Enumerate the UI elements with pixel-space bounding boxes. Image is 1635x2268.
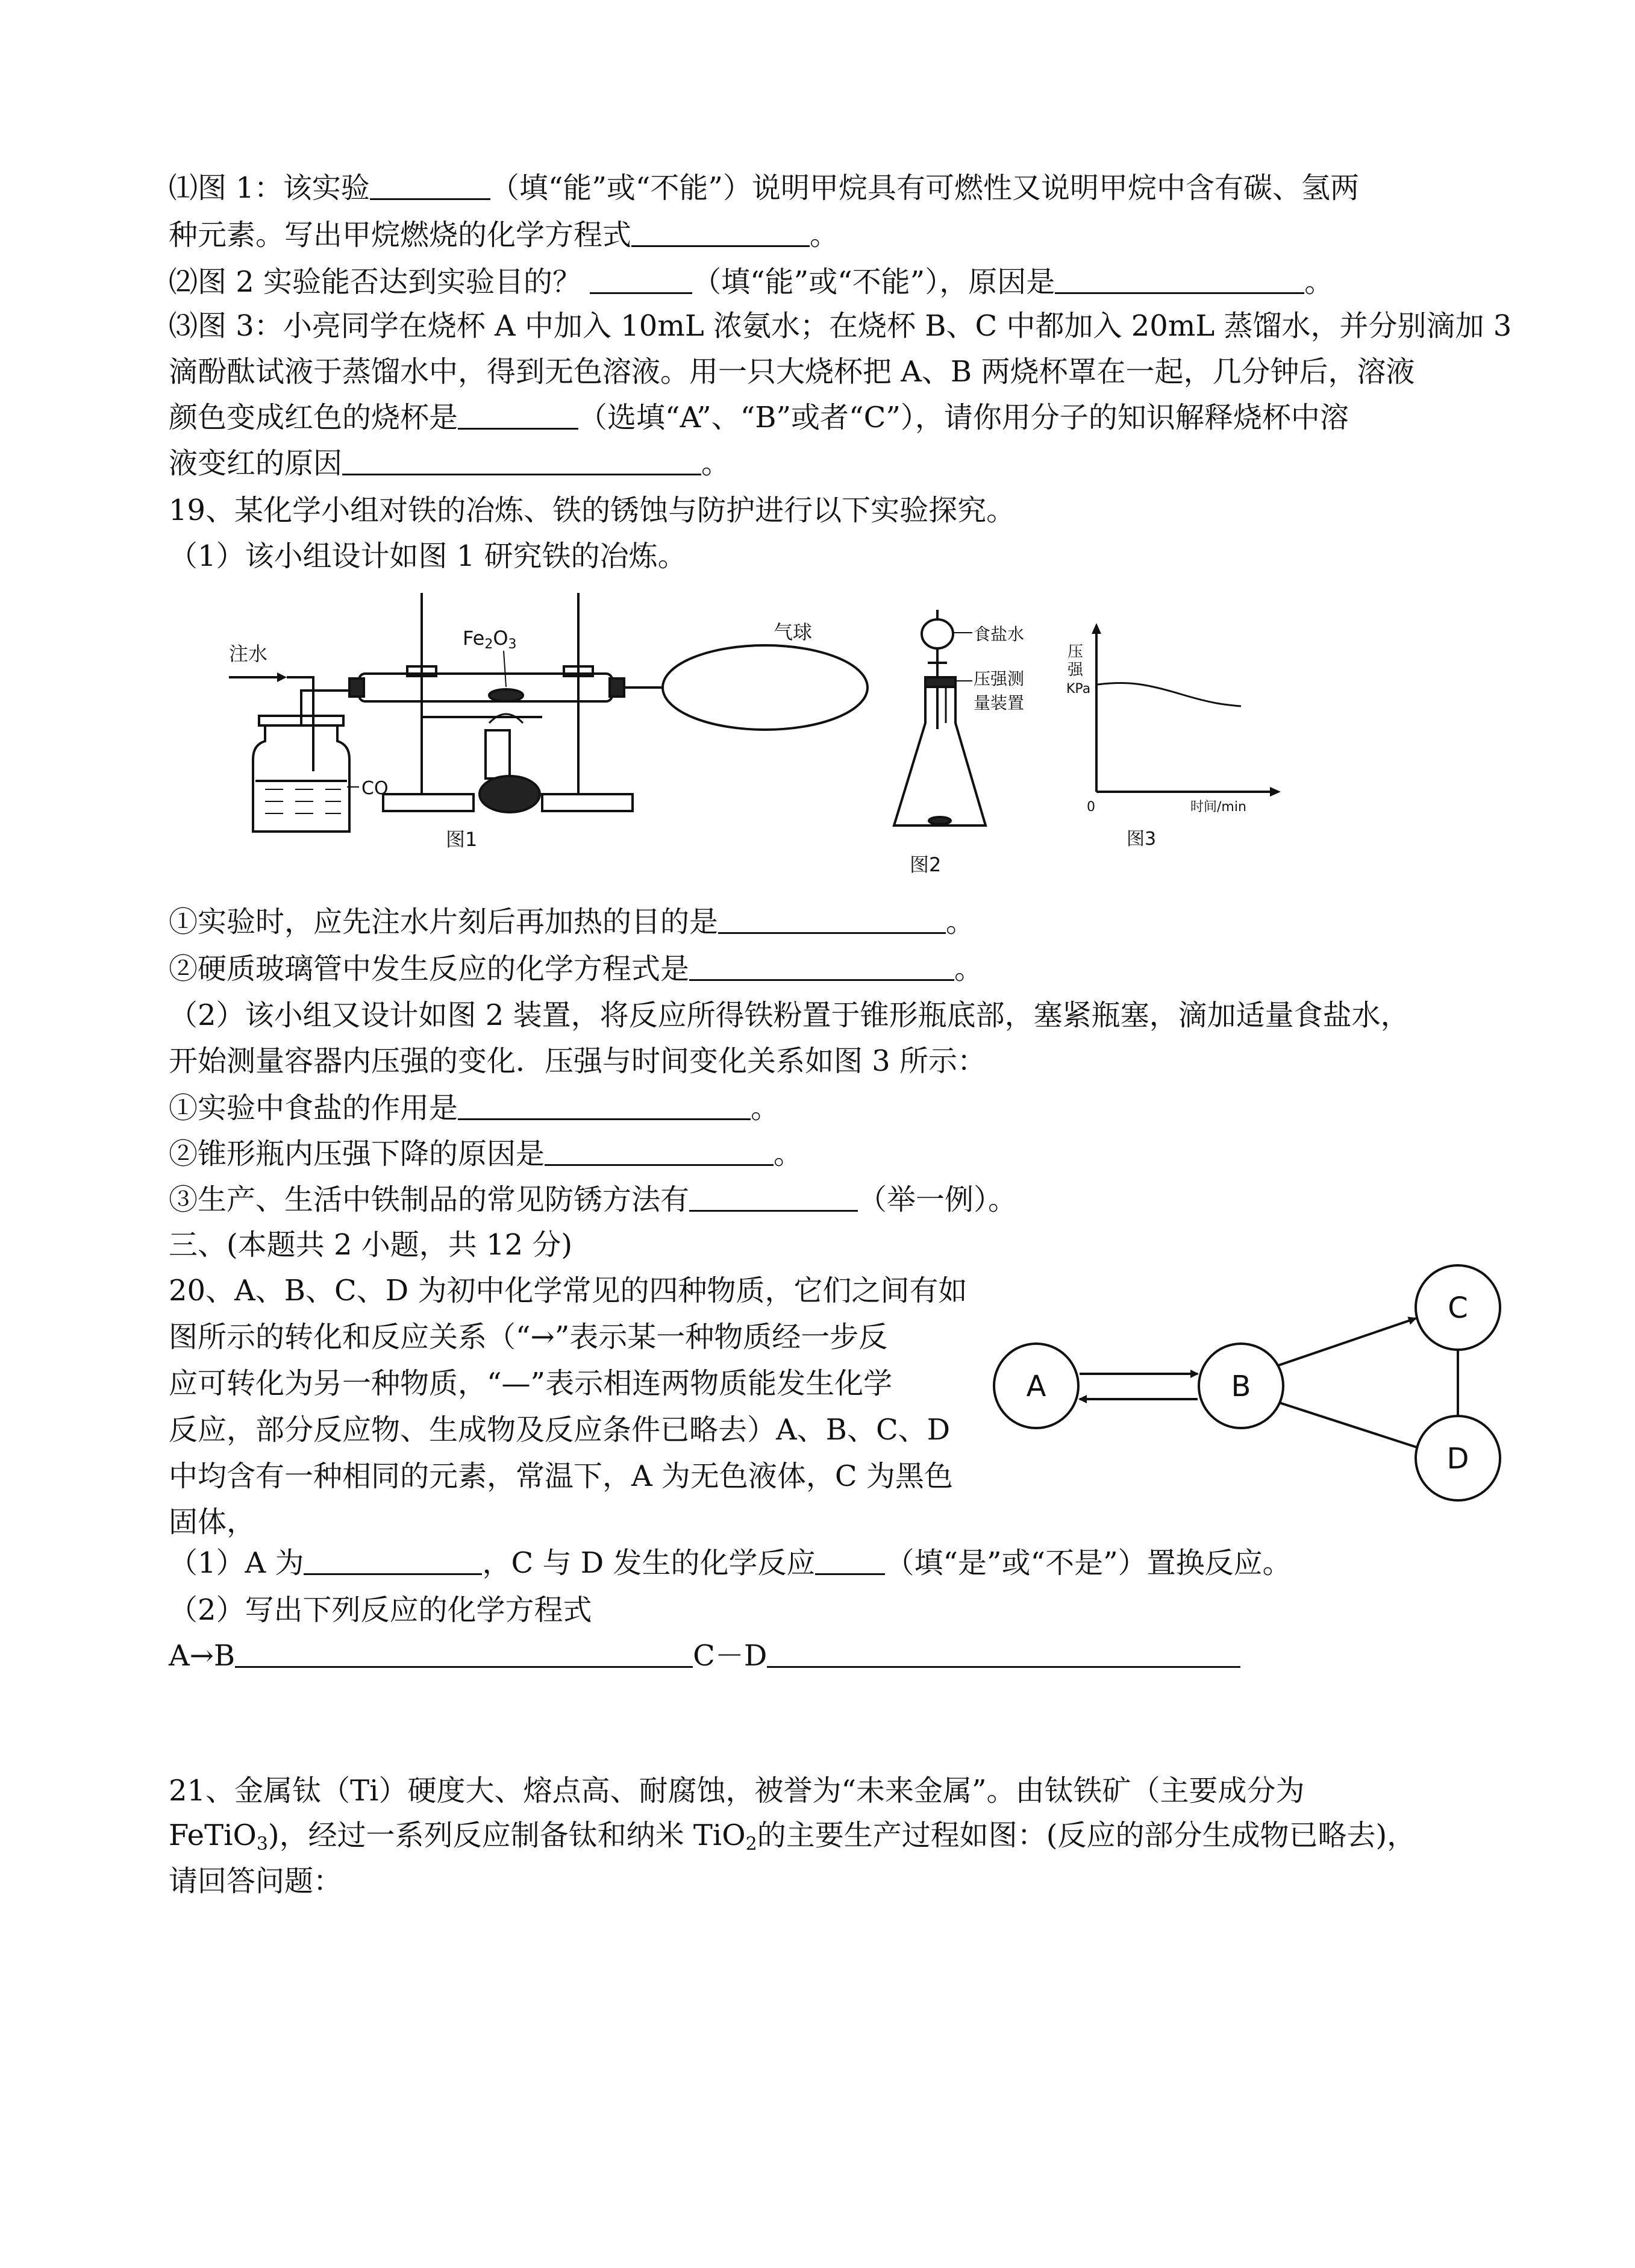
text: FeTiO [169, 1818, 257, 1852]
subscript: 2 [745, 1834, 757, 1855]
text: ，C 与 D 发生的化学反应 [482, 1546, 816, 1580]
q20-line5 [169, 1458, 953, 1494]
fe2o3-powder [489, 689, 523, 701]
text: ①实验中食盐的作用是 [169, 1091, 458, 1125]
text: （填“是”或“不是”）置换反应。 [885, 1546, 1292, 1580]
y-label-2: 强 [1068, 661, 1084, 679]
answer-blank[interactable] [689, 1182, 858, 1212]
q19-s1-q2 [169, 951, 983, 987]
q19-s2-q1 [169, 1090, 780, 1126]
q19-s2-q2 [169, 1136, 802, 1172]
text: ②锥形瓶内压强下降的原因是 [169, 1137, 545, 1171]
text: 。 [701, 446, 731, 480]
q20-line1 [169, 1273, 968, 1309]
text: ⑶图 3：小亮同学在烧杯 A 中加入 10mL 浓氨水；在烧杯 B、C 中都加入 20mL 蒸馏水，并分别滴加 3 [169, 309, 1512, 343]
flame [489, 714, 523, 723]
text: （选填“A”、“B”或者“C”），请你用分子的知识解释烧杯中溶 [578, 401, 1349, 434]
text: 的主要生产过程如图：(反应的部分生成物已略去)， [757, 1818, 1416, 1852]
answer-blank[interactable] [235, 1638, 693, 1668]
origin-label: 0 [1087, 800, 1095, 815]
figure3 [1066, 623, 1281, 850]
q19-s2-line2 [169, 1043, 986, 1079]
section3-heading [169, 1227, 572, 1263]
gas-bottle [253, 725, 349, 832]
figure2-caption: 图2 [910, 853, 942, 876]
text: （举一例）。 [858, 1183, 1018, 1217]
answer-blank[interactable] [815, 1546, 885, 1575]
q19-s1-q1 [169, 904, 975, 940]
q20-answer3 [169, 1638, 1240, 1674]
x-label: 时间/min [1190, 800, 1246, 815]
conical-flask [894, 687, 986, 825]
y-label-1: 压 [1068, 643, 1084, 661]
figure2 [894, 610, 1024, 876]
apparatus-figures [0, 0, 1635, 904]
stand-base-left [383, 794, 474, 811]
answer-blank[interactable] [767, 1638, 1240, 1668]
node-d-label: D [1446, 1442, 1469, 1476]
text: 液变红的原因 [169, 446, 343, 480]
text: 固体， [169, 1505, 256, 1539]
text: A→B [169, 1639, 236, 1673]
text: 滴酚酞试液于蒸馏水中，得到无色溶液。用一只大烧杯把 A、B 两烧杯罩在一起，几分钟后，溶液 [169, 355, 1415, 389]
flask-stopper [925, 677, 955, 687]
fe2o3-leader [504, 651, 506, 687]
text: 颜色变成红色的烧杯是 [169, 401, 458, 434]
text: )，经过一系列反应制备钛和纳米 TiO [267, 1818, 746, 1852]
x-axis-arrow [1270, 787, 1281, 797]
text: （1）A 为 [169, 1546, 304, 1580]
q20-answer1 [169, 1545, 1292, 1581]
q20-line6 [169, 1504, 255, 1540]
burner-wick-holder [486, 730, 510, 778]
subscript: 3 [256, 1834, 268, 1855]
fe2o3-label: Fe2O3 [463, 627, 517, 652]
text: C－D [693, 1639, 767, 1673]
balloon-label: 气球 [774, 621, 813, 644]
text: 。 [810, 218, 839, 252]
answer-blank[interactable] [545, 1136, 774, 1166]
line-b-d [1280, 1403, 1417, 1447]
left-stopper [349, 678, 364, 697]
text: 。 [774, 1137, 803, 1171]
text: 20、A、B、C、D 为初中化学常见的四种物质，它们之间有如 [169, 1274, 968, 1308]
text: ③生产、生活中铁制品的常见防锈方法有 [169, 1183, 690, 1217]
arrow-b-to-c [1278, 1318, 1416, 1365]
text: ⑴图 1：该实验 [169, 171, 370, 205]
q20-line3 [169, 1365, 892, 1402]
text: 请回答问题： [169, 1864, 343, 1898]
co-label: CO [361, 778, 389, 799]
pressure-curve [1098, 683, 1241, 706]
text: （填“能”或“不能”）说明甲烷具有可燃性又说明甲烷中含有碳、氢两 [490, 171, 1359, 205]
balloon [663, 645, 868, 730]
node-b-label: B [1231, 1370, 1251, 1403]
text: 19、某化学小组对铁的冶炼、铁的锈蚀与防护进行以下实验探究。 [169, 493, 1016, 527]
node-c-label: C [1448, 1291, 1468, 1325]
q19-s2-q3 [169, 1182, 1017, 1218]
water-hatch [265, 789, 341, 813]
text: （填“能”或“不能”），原因是 [692, 265, 1055, 299]
relation-diagram [988, 1259, 1506, 1518]
text: 。 [946, 905, 975, 939]
text: 图所示的转化和反应关系（“→”表示某一种物质经一步反 [169, 1320, 888, 1354]
figure3-caption: 图3 [1127, 829, 1157, 850]
text: 三、(本题共 2 小题，共 12 分) [169, 1228, 573, 1262]
answer-blank[interactable] [718, 904, 946, 934]
q19-s2-line1 [169, 997, 1410, 1033]
stand-base-right [542, 794, 633, 811]
salt-water-label: 食盐水 [974, 624, 1025, 644]
text: ②硬质玻璃管中发生反应的化学方程式是 [169, 952, 690, 986]
iron-powder [929, 817, 951, 824]
text: 21、金属钛（Ti）硬度大、熔点高、耐腐蚀，被誉为“未来金属”。由钛铁矿（主要成分为 [169, 1774, 1305, 1808]
sensor-label-2: 量装置 [974, 693, 1025, 713]
y-axis-arrow [1092, 623, 1101, 634]
answer-blank[interactable] [304, 1546, 482, 1575]
q20-line4 [169, 1412, 950, 1448]
q21-line2 [169, 1817, 1416, 1853]
figure1 [229, 593, 868, 851]
text: 。 [1304, 265, 1334, 299]
q21-line1 [169, 1773, 1305, 1809]
text: 反应，部分反应物、生成物及反应条件已略去）A、B、C、D [169, 1413, 951, 1447]
text: 应可转化为另一种物质，“—”表示相连两物质能发生化学 [169, 1367, 893, 1400]
separatory-funnel [922, 619, 953, 648]
text: 中均含有一种相同的元素，常温下，A 为无色液体，C 为黑色 [169, 1459, 953, 1493]
right-stopper [610, 678, 624, 697]
hard-glass-tube [359, 674, 612, 701]
q21-line3 [169, 1863, 342, 1899]
alcohol-burner [480, 776, 540, 812]
text: 种元素。写出甲烷燃烧的化学方程式 [169, 218, 632, 252]
water-label: 注水 [229, 642, 268, 665]
y-unit: KPa [1066, 681, 1091, 697]
q20-answer2 [169, 1592, 592, 1628]
answer-blank[interactable] [458, 1091, 751, 1120]
text: （2）写出下列反应的化学方程式 [169, 1593, 592, 1627]
text: （2）该小组又设计如图 2 装置，将反应所得铁粉置于锥形瓶底部，塞紧瓶塞，滴加适量食盐水， [169, 998, 1410, 1032]
text: 开始测量容器内压强的变化．压强与时间变化关系如图 3 所示： [169, 1044, 987, 1078]
arrow-head [277, 672, 287, 682]
text: ①实验时，应先注水片刻后再加热的目的是 [169, 905, 719, 939]
text: 。 [954, 952, 984, 986]
text: ⑵图 2 实验能否达到实验目的？ [169, 265, 582, 299]
sensor-label-1: 压强测 [974, 669, 1025, 689]
text: （1）该小组设计如图 1 研究铁的冶炼。 [169, 539, 687, 573]
figure1-caption: 图1 [446, 828, 478, 851]
q20-line2 [169, 1319, 887, 1355]
text: 。 [751, 1091, 780, 1125]
node-a-label: A [1026, 1370, 1046, 1403]
answer-blank[interactable] [689, 951, 954, 981]
